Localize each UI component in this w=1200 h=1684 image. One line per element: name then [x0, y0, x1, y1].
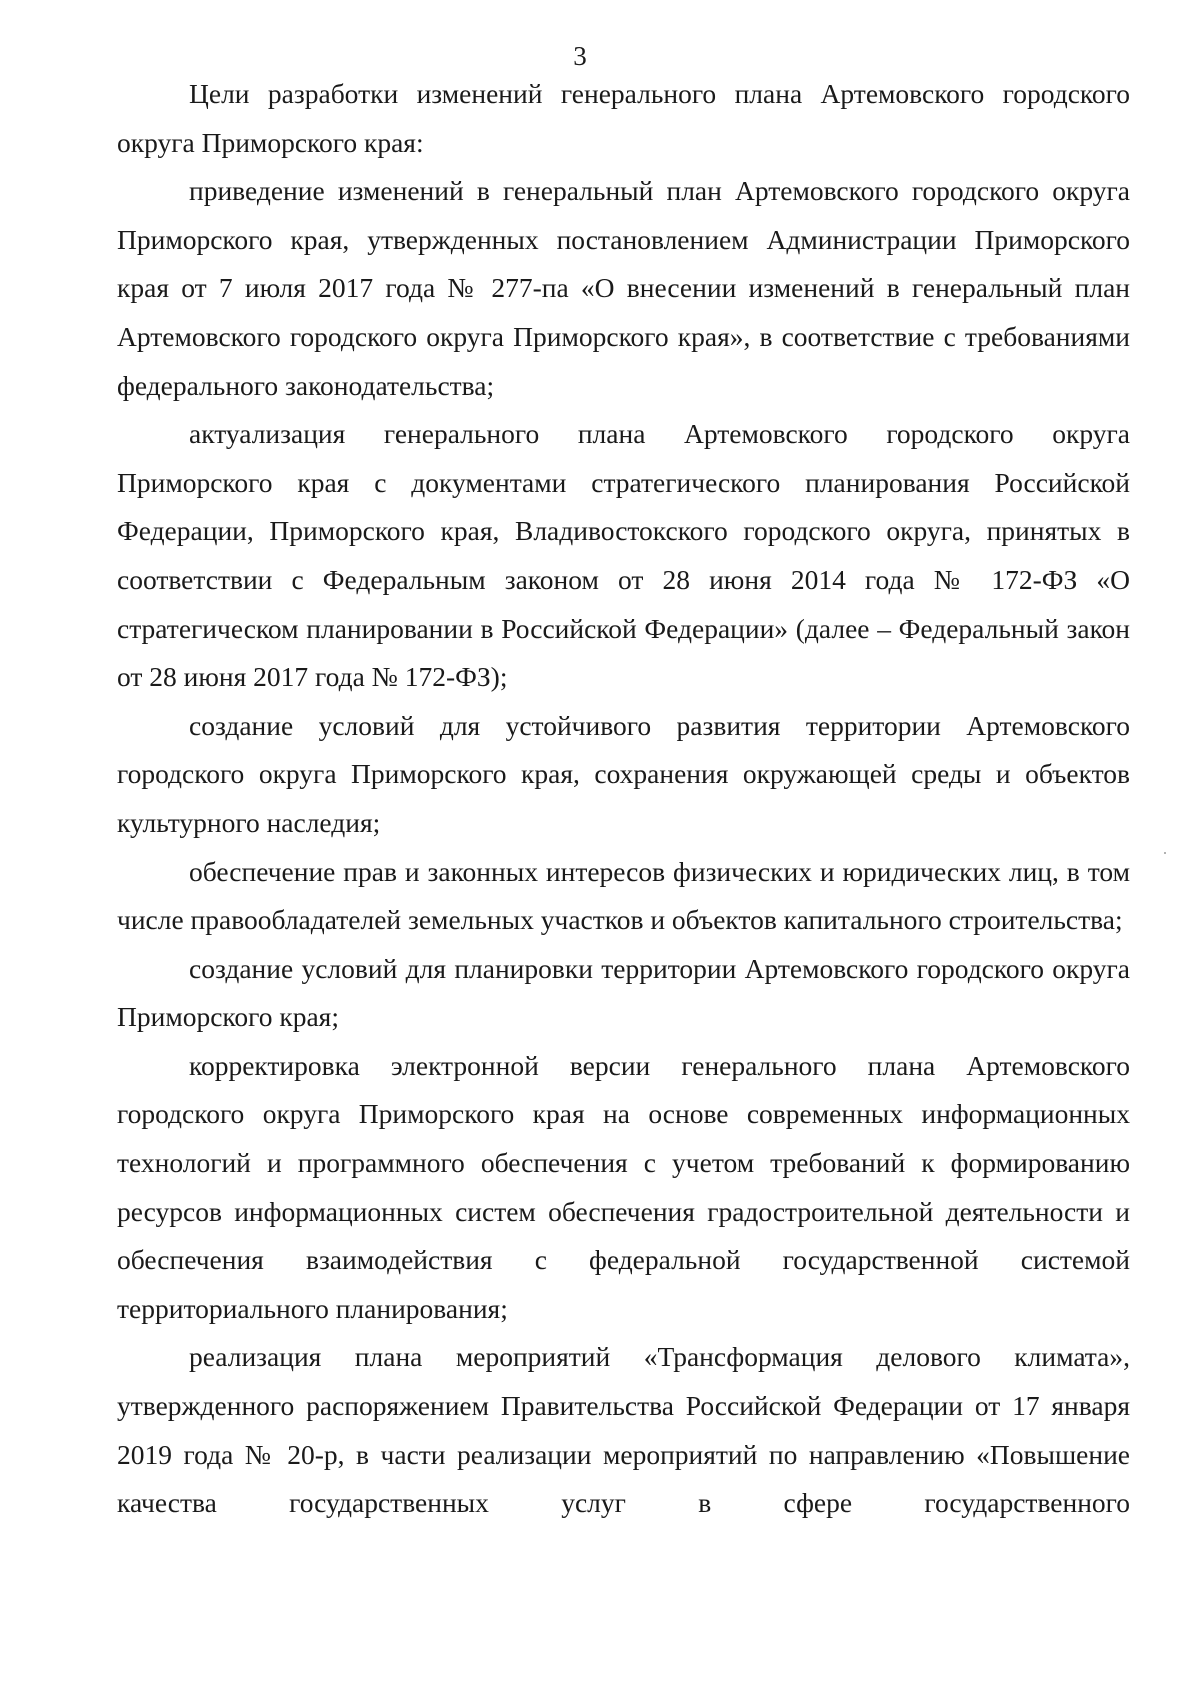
paragraph-bring-changes: приведение изменений в генеральный план Артемовского городского округа Приморского края, утвержденных постановлением Администрации Приморского края от 7 июля 2017 года № 277-па «О внесении изменений в генеральный план Артемовского городского округа Приморского края», в соответствие с требованиями федерального законодательства; — [117, 175, 1130, 401]
scan-speck — [1164, 852, 1166, 854]
paragraph-actualization: актуализация генерального плана Артемовского городского округа Приморского края с документами стратегического планирования Российской Федерации, Приморского края, Владивостокского городского округа, принятых в соответствии с Федеральным законом от 28 июня 2014 года № 172-ФЗ «О стратегическом планировании в Российской Федерации» (далее – Федеральный закон от 28 июня 2017 года № 172-ФЗ); — [117, 418, 1130, 693]
document-body — [117, 70, 1130, 1528]
paragraph-electronic-version: корректировка электронной версии генерального плана Артемовского городского округа Приморского края на основе современных информационных технологий и программного обеспечения с учетом требований к формированию ресурсов информационных систем обеспечения градостроительной деятельности и обеспечения взаимодействия с федеральной государственной системой территориального планирования; — [117, 1049, 1130, 1324]
paragraph-planning-conditions: создание условий для планировки территории Артемовского городского округа Приморского края; — [117, 952, 1130, 1033]
paragraph-business-climate: реализация плана мероприятий «Трансформация делового климата», утвержденного распоряжением Правительства Российской Федерации от 17 января 2019 года № 20-р, в части реализации мероприятий по направлению «Повышение качества государственных услуг в сфере государственного — [117, 1341, 1130, 1519]
page-number: 3 — [573, 41, 587, 71]
paragraph-goals-intro: Цели разработки изменений генерального плана Артемовского городского округа Приморского края: — [117, 78, 1130, 158]
paragraph-sustainable-development: создание условий для устойчивого развития территории Артемовского городского округа Приморского края, сохранения окружающей среды и объектов культурного наследия; — [117, 709, 1130, 838]
paragraph-rights-protection: обеспечение прав и законных интересов физических и юридических лиц, в том числе правообладателей земельных участков и объектов капитального строительства; — [117, 855, 1130, 936]
